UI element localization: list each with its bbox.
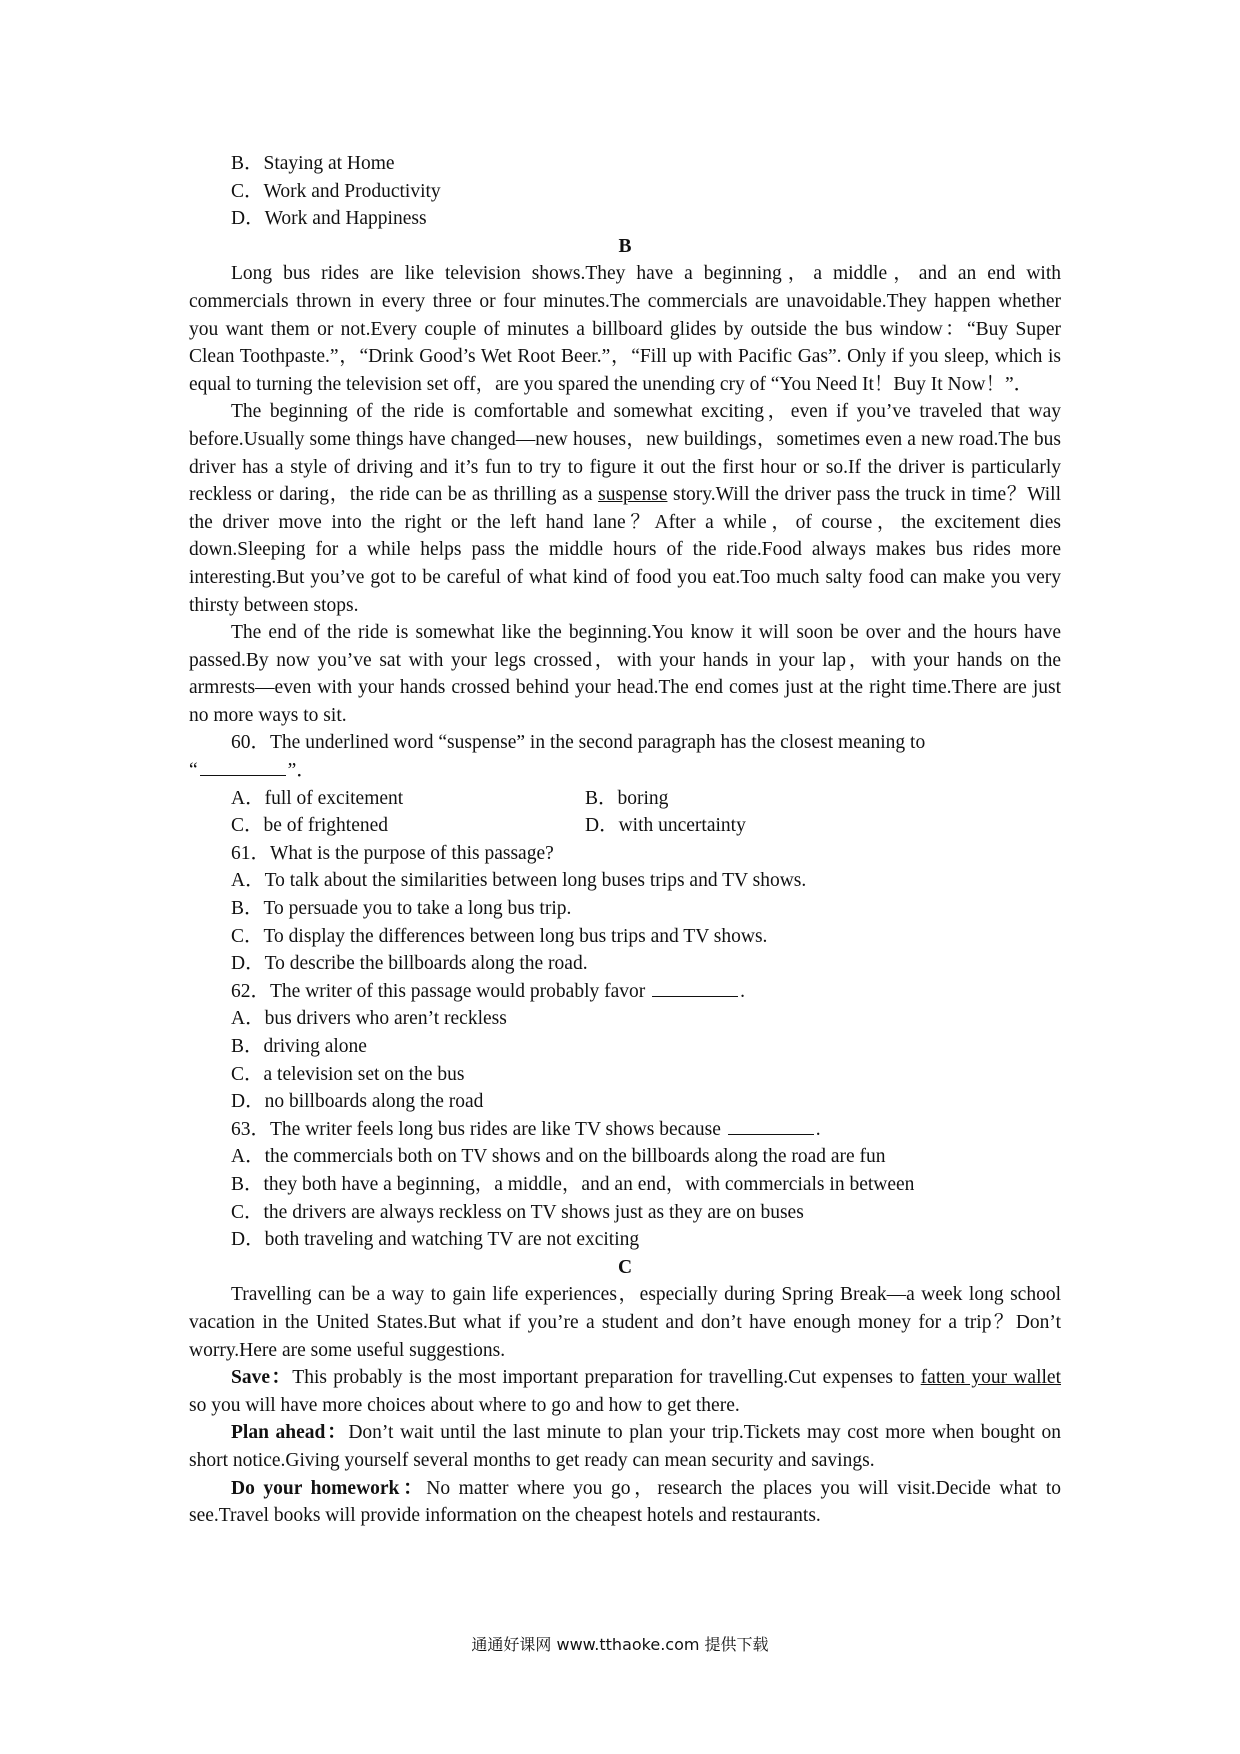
question-60-text: 60．The underlined word “suspense” in the second paragraph has the closest meaning to	[231, 732, 926, 754]
question-60-options-row-2	[189, 812, 1061, 840]
document-page	[189, 150, 1061, 1530]
answer-blank	[652, 980, 738, 997]
q61-option-b: B．To persuade you to take a long bus trip.	[231, 898, 572, 920]
section-c-plan-ahead	[189, 1419, 1061, 1474]
q61-option-d: D．To describe the billboards along the road.	[231, 953, 588, 975]
page-footer: 通通好课网 www.tthaoke.com 提供下载	[471, 1635, 769, 1654]
q61-option-c: C．To display the differences between long bus trips and TV shows.	[231, 925, 768, 947]
section-c-heading: C	[617, 1256, 633, 1278]
q62-option-b: B．driving alone	[231, 1036, 367, 1057]
save-text-before: This probably is the most important preparation for travelling.Cut expenses to	[292, 1367, 921, 1389]
section-c-intro: Travelling can be a way to gain life experiences，especially during Spring Break—a week long school vacation in the United States.But what if you’re a student and don’t have enough money for a trip？Don’t worry.Here are some useful suggestions.	[189, 1284, 1061, 1361]
q62-option-d: D．no billboards along the road	[231, 1091, 484, 1113]
q62-option-a: A．bus drivers who aren’t reckless	[231, 1008, 507, 1030]
q63-option-b: B．they both have a beginning，a middle，and an end，with commercials in between	[231, 1173, 915, 1195]
q60-option-b: B．boring	[585, 787, 669, 809]
question-61-stem: 61．What is the purpose of this passage?	[231, 842, 554, 864]
section-b-paragraph-2	[189, 398, 1061, 619]
q60-option-a: A．full of excitement	[231, 787, 404, 809]
homework-label: Do your homework：	[231, 1477, 427, 1499]
prev-option-d: D．Work and Happiness	[231, 208, 427, 230]
question-63-text: 63．The writer feels long bus rides are like TV shows because	[231, 1118, 721, 1140]
homework-text: No matter where you go，research the places you will visit.Decide what to see.Travel books will provide information on the cheapest hotels and restaurants.	[189, 1477, 1062, 1527]
underlined-word-suspense: suspense	[598, 484, 668, 506]
q60-option-d: D．with uncertainty	[585, 815, 746, 837]
save-text-after: so you will have more choices about where to go and how to get there.	[189, 1394, 740, 1416]
p2-text-after: story.Will the driver pass the truck in time？Will the driver move into the right or the left hand lane？After a while，of course，the excitement dies down.Sleeping for a while helps pass the middle hours of the ride.Food always makes bus rides more interesting.But you’ve got to be careful of what kind of food you eat.Too much salty food can make you very thirsty between stops.	[189, 484, 1061, 616]
section-c-save	[189, 1364, 1061, 1419]
plan-text: Don’t wait until the last minute to plan your trip.Tickets may cost more when bought on short notice.Giving yourself several months to get ready can mean security and savings.	[189, 1422, 1061, 1471]
q60-option-c: C．be of frightened	[231, 815, 389, 837]
question-60-options-row-1	[189, 785, 1061, 813]
section-c-homework	[189, 1475, 1061, 1530]
prev-option-c: C．Work and Productivity	[231, 180, 441, 202]
q61-option-a: A．To talk about the similarities between long buses trips and TV shows.	[231, 870, 807, 892]
question-62-end: .	[740, 980, 746, 1002]
plan-label: Plan ahead：	[231, 1422, 349, 1444]
answer-blank	[728, 1118, 814, 1135]
q62-option-c: C．a television set on the bus	[231, 1063, 465, 1085]
q63-option-c: C．the drivers are always reckless on TV shows just as they are on buses	[231, 1201, 804, 1223]
section-b-paragraph-1: Long bus rides are like television shows.They have a beginning，a middle，and an end with commercials thrown in every three or four minutes.The commercials are unavoidable.They happen whether you want them or not.Every couple of minutes a billboard glides by outside the bus window：“Buy Super Clean Toothpaste.”，“Drink Good’s Wet Root Beer.”，“Fill up with Pacific Gas”. Only if you sleep, which is equal to turning the television set off，are you spared the unending cry of “You Need It！Buy It Now！”．	[189, 263, 1061, 395]
prev-option-b: B．Staying at Home	[231, 153, 395, 174]
question-60-blank-line	[189, 757, 1061, 785]
save-label: Save：	[231, 1367, 293, 1389]
underlined-phrase-fatten-wallet: fatten your wallet	[920, 1367, 1061, 1389]
p2-text-before: The beginning of the ride is comfortable and somewhat exciting，even if you’ve traveled that way before.Usually some things have changed—new houses，new buildings，sometimes even a new road.The bus driver has a style of driving and it’s fun to try to figure it out the first hour or so.If the driver is particularly reckless or daring，the ride can be as thrilling as a	[189, 401, 1061, 506]
open-quote: “	[189, 760, 198, 782]
question-60-stem	[189, 729, 1061, 757]
question-62-stem	[189, 978, 1061, 1006]
close-quote: ”．	[287, 760, 316, 782]
q63-option-d: D．both traveling and watching TV are not exciting	[231, 1229, 640, 1251]
question-62-text: 62．The writer of this passage would probably favor	[231, 980, 646, 1002]
answer-blank	[200, 759, 286, 776]
question-63-stem	[189, 1116, 1061, 1144]
question-63-end: .	[815, 1118, 821, 1140]
q63-option-a: A．the commercials both on TV shows and on the billboards along the road are fun	[231, 1146, 886, 1168]
section-b-heading: B	[618, 235, 632, 257]
section-b-paragraph-3: The end of the ride is somewhat like the beginning.You know it will soon be over and the hours have passed.By now you’ve sat with your legs crossed，with your hands in your lap，with your hands on the armrests—even with your hands crossed behind your head.The end comes just at the right time.There are just no more ways to sit.	[189, 622, 1061, 726]
